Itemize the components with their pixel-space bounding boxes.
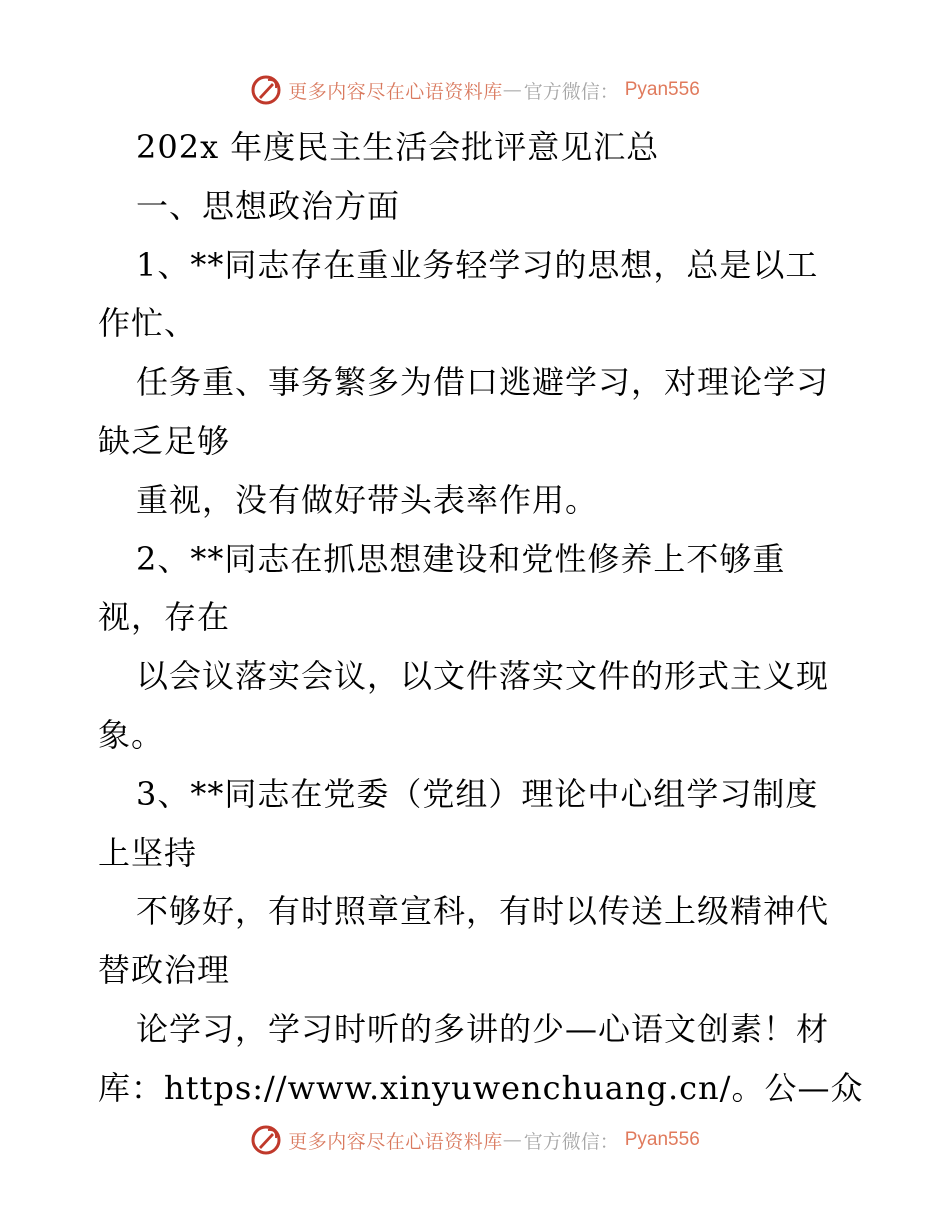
watermark-header: [0, 70, 950, 110]
watermark-dash: —: [502, 79, 522, 101]
watermark-dash: —: [502, 1129, 522, 1151]
section-heading: 一、思想政治方面: [136, 186, 401, 225]
watermark-text: 更多内容尽在心语资料库: [288, 80, 503, 103]
paragraph-line: 象。: [98, 715, 165, 754]
watermark-text: 更多内容尽在心语资料库: [288, 1130, 503, 1153]
paragraph-line: 3、**同志在党委（党组）理论中心组学习制度: [136, 774, 819, 813]
paragraph-line: 上坚持: [98, 833, 198, 872]
paragraph-line: 视，存在: [98, 598, 231, 637]
watermark-label: 官方微信：: [523, 80, 619, 103]
paragraph-line: 库：https://www.xinyuwenchuang.cn/。公—众: [98, 1068, 864, 1107]
paragraph-line: 缺乏足够: [98, 421, 231, 460]
paragraph-line: 作忙、: [98, 304, 198, 343]
quill-circle-icon: [250, 1124, 282, 1156]
document-title: 202x 年度民主生活会批评意见汇总: [136, 128, 660, 166]
paragraph-line: 不够好，有时照章宣科，有时以传送上级精神代: [136, 892, 830, 931]
paragraph-line: 论学习，学习时听的多讲的少—心语文创素！材: [136, 1009, 830, 1048]
watermark-footer: [0, 1120, 950, 1160]
quill-circle-icon: [250, 74, 282, 106]
paragraph-line: 替政治理: [98, 951, 231, 990]
paragraph-line: 以会议落实会议，以文件落实文件的形式主义现: [136, 657, 830, 696]
paragraph-line: 任务重、事务繁多为借口逃避学习，对理论学习: [136, 363, 830, 402]
document-body: [98, 118, 864, 1118]
paragraph-line: 2、**同志在抓思想建设和党性修养上不够重: [136, 539, 786, 578]
watermark-wechat-id: Pyan556: [624, 1129, 700, 1150]
watermark-label: 官方微信：: [523, 1130, 619, 1153]
paragraph-line: 1、**同志存在重业务轻学习的思想，总是以工: [136, 245, 819, 284]
paragraph-line: 重视，没有做好带头表率作用。: [136, 480, 599, 519]
watermark-wechat-id: Pyan556: [624, 79, 700, 100]
